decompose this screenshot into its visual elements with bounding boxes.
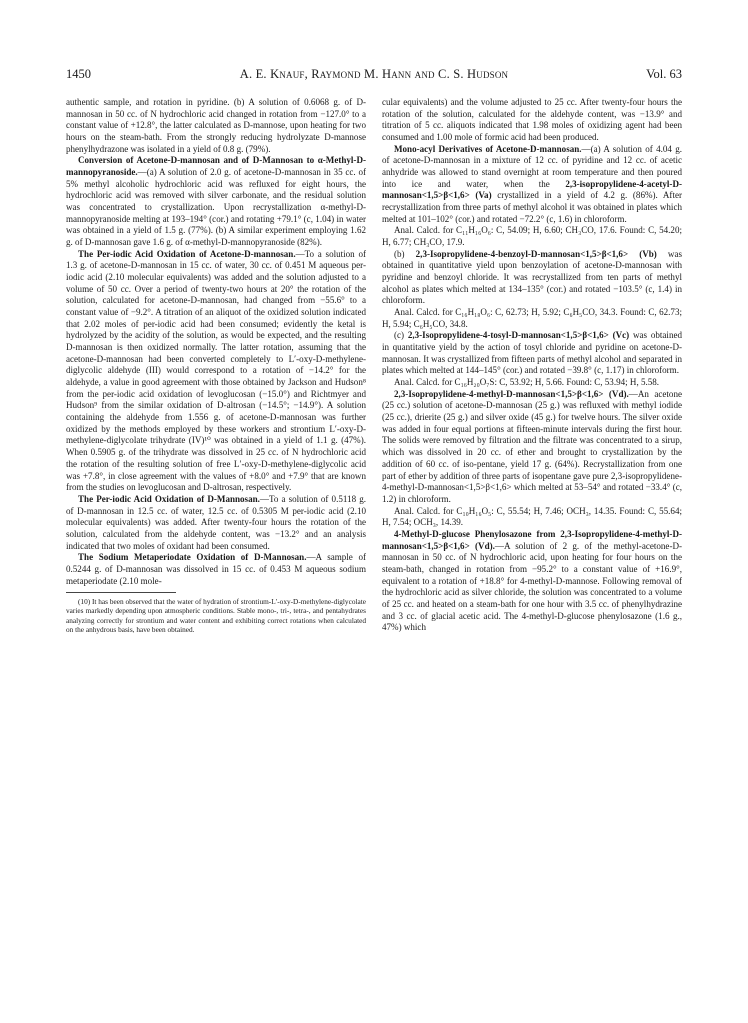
text-run: —(a) A solution of 4.04 g. of acetone-D-mannosan in a mixture of 12 cc. of pyridine and 12 cc. of acetic anhydride was allowed to stand overnight at room temperature and then poured into ice and water, when the	[382, 143, 682, 189]
text-run: was obtained in quantitative yield by the action of tosyl chloride and pyridine on acetone-D-mannosan. It was crystallized from fifteen parts of methyl alcohol and separated in plates which melted at 144–145° (cor.) and rotated −39.8° (c, 1.17) in chloroform.	[382, 330, 683, 376]
text-run: cular equivalents) and the volume adjusted to 25 cc. After twenty-four hours the rotation of the solution, calculated for the aldehyde content, was −13.9° and titration of 5 cc. aliquots indicated that 1.98 moles of oxidizing agent had been consumed and 1.00 mole of formic acid had been produced.	[382, 97, 682, 143]
text-run: —An acetone (25 cc.) solution of acetone-D-mannosan (25 g.) was refluxed with methyl iodide (25 cc.), drierite (25 g.) and silver oxide (45 g.) for twelve hours. The silver oxide was added in four equal portions at fifteen-minute intervals during the first hour. The solids were removed by filtration and the filtrate was concentrated to a sirup, which was dissolved in 20 cc. of ether and brought to crystallization by the addition of 60 cc. of iso-pentane, yield 17 g. (64%). Recrystallization from one part of ether by addition of three parts of isopentane gave pure 2,3-isopropylidene-4-methyl-D-mannosan<1,5>β<1,6> which melted at 53–54° and rotated −33.4° (c, 1.2) in chloroform.	[382, 388, 682, 504]
text-run: (b)	[394, 248, 416, 259]
right-column	[382, 97, 682, 634]
text-run: —(a) A solution of 2.0 g. of acetone-D-mannosan in 35 cc. of 5% methyl alcoholic hydrochloric acid was refluxed for eight hours, the hydrochloric acid was removed with silver carbonate, and the residual solution was concentrated to crystallization. Upon recrystallization α-methyl-D-mannopyranoside melting at 193–194° (cor.) and rotating +79.1° (c, 1.04) in water was obtained in a yield of 1.5 g. (77%). (b) A similar experiment employing 1.62 g. of D-mannosan gave 1.6 g. of α-methyl-D-mannopyranoside (82%).	[66, 167, 366, 248]
footnote-rule	[66, 592, 176, 593]
bold-run: 4-Methyl-D-glucose Phenylosazone from 2,3-Isopropylidene-4-methyl-D-mannosan<1,5>β<1,6> (Vd).	[382, 528, 682, 551]
text-run: —A sample of 0.5244 g. of D-mannosan was dissolved in 15 cc. of 0.453 M aqueous sodium metaperiodate (2.10 mole-	[66, 552, 366, 586]
text-run: Anal. Calcd. for C₁₀H₁₆O₅: C, 55.54; H, 7.46; OCH₃, 14.35. Found: C, 55.64; H, 7.54; OCH₃, 14.39.	[382, 505, 682, 528]
body-paragraph	[66, 494, 366, 552]
body-paragraph	[66, 552, 366, 587]
bold-run: 2,3-Isopropylidene-4-methyl-D-mannosan<1,5>β<1,6> (Vd).	[394, 388, 629, 399]
body-paragraph	[382, 330, 682, 377]
text-run: Anal. Calcd. for C₁₆H₂₀O₇S: C, 53.92; H, 5.66. Found: C, 53.94; H, 5.58.	[394, 377, 660, 388]
body-paragraph	[382, 97, 682, 144]
footnote: (10) It has been observed that the water of hydration of strontium-L′-oxy-D-methylene-diglycolate varies markedly depending upon atmospheric conditions. Stable mono-, tri-, tetra-, and pentahydrates analyzing correctly for strontium and water content and exhibiting correct rotations when calculated on the anhydrous basis, have been obtained.	[66, 597, 366, 634]
analysis-paragraph	[382, 307, 682, 330]
left-column	[66, 97, 366, 634]
text-run: crystallized in a yield of 4.2 g. (86%). After recrystallization from three parts of methyl alcohol it was obtained in plates which melted at 101–102° (cor.) and rotated −72.2° (c, 1.6) in chloroform.	[382, 190, 682, 224]
bold-run: 2,3-Isopropylidene-4-benzoyl-D-mannosan<1,5>β<1,6> (Vb)	[415, 248, 657, 259]
bold-run: 2,3-Isopropylidene-4-tosyl-D-mannosan<1,5>β<1,6> (Vc)	[407, 330, 630, 341]
body-paragraph	[382, 529, 682, 634]
body-paragraph	[66, 155, 366, 248]
text-run: —To a solution of 1.3 g. of acetone-D-mannosan in 15 cc. of water, 30 cc. of 0.451 M aqueous per-iodic acid (2.10 molecular equivalents) was added and the solution adjusted to a volume of 50 cc. Over a period of twenty-two hours at 20° the rotation of the solution, calculated for acetone-D-mannosan, had changed from −55.6° to a constant value of −9.2°. A titration of an aliquot of the oxidized solution indicated that 2.02 moles of per-iodic acid had been consumed; evidently the ketal is hydrolyzed by the acidity of the solution, as would be expected, and the resulting D-mannosan is then oxidized normally. The latter rotation, assuming that the acetone-D-mannosan had been converted completely to L′-oxy-D-methylene-diglycolic aldehyde (III) would correspond to a rotation of −14.2° for the aldehyde, a value in good agreement with those obtained by Jackson and Hudson⁸ from the per-iodic acid oxidation of levoglucosan (−15.0°) and Richtmyer and Hudson⁹ from the similar oxidation of D-altrosan (−14.5°; −14.9°). A solution containing the aldehyde from 1.556 g. of acetone-D-mannosan was further oxidized by the methods employed by these workers and strontium L′-oxy-D-methylene-diglycolate trihydrate (IV)¹⁰ was obtained in a yield of 1.1 g. (47%). When 0.5905 g. of the trihydrate was dissolved in 25 cc. of N hydrochloric acid the rotation of the resulting solution of free L′-oxy-D-methylene-diglycolic acid was +7.8°, in close agreement with the values of +8.0° and +7.9° that are known from the studies on levoglucosan and D-altrosan, respectively.	[66, 248, 366, 493]
bold-run: The Sodium Metaperiodate Oxidation of D-Mannosan.	[78, 552, 307, 563]
bold-run: Mono-acyl Derivatives of Acetone-D-mannosan.	[394, 143, 582, 154]
running-head-authors: A. E. Knauf, Raymond M. Hann and C. S. Hudson	[239, 67, 509, 81]
body-paragraph	[66, 97, 366, 155]
body-paragraph	[382, 144, 682, 226]
text-run: —A solution of 2 g. of the methyl-acetone-D-mannosan in 50 cc. of N hydrochloric acid, upon heating for four hours on the steam-bath, changed in rotation from −95.2° to a constant value of +16.9°, equivalent to a rotation of +18.8° for 4-methyl-D-mannose. Following removal of the hydrochloric acid as silver chloride, the solution was concentrated to a volume of 25 cc. and heated on a steam-bath for one hour with 3.5 cc. of phenylhydrazine and 3 cc. of glacial acetic acid. The 4-methyl-D-glucose phenylosazone (1.6 g., 47%) which	[382, 540, 682, 633]
text-run: —To a solution of 0.5118 g. of D-mannosan in 12.5 cc. of water, 12.5 cc. of 0.5305 M per-iodic acid (2.10 molecular equivalents) was added. After twenty-four hours the rotation of the solution, calculated from the aldehyde content, was −13.2° and an analysis indicated that two moles of oxidant had been consumed.	[66, 493, 366, 551]
text-run: (c)	[394, 330, 408, 341]
bold-run: Conversion of Acetone-D-mannosan and of D-Mannosan to α-Methyl-D-mannopyranoside.	[66, 155, 366, 178]
analysis-paragraph	[382, 377, 682, 389]
analysis-paragraph	[382, 225, 682, 248]
volume-label: Vol. 63	[646, 67, 682, 81]
running-header	[66, 67, 682, 87]
bold-run: The Per-iodic Acid Oxidation of D-Mannosan.	[78, 493, 260, 504]
text-run: authentic sample, and rotation in pyridine. (b) A solution of 0.6068 g. of D-mannosan in 50 cc. of N hydrochloric acid changed in rotation from −127.0° to a constant value of +12.8°, the latter calculated as D-mannose, upon heating for two hours on the steam-bath. From the strongly reducing hydrolyzate D-mannose phenylhydrazone was isolated in a yield of 0.8 g. (79%).	[66, 97, 366, 154]
text-run: Anal. Calcd. for C₁₆H₁₈O₆: C, 62.73; H, 5.92; C₆H₅CO, 34.3. Found: C, 62.73; H, 5.94; C₆H₅CO, 34.8.	[382, 307, 682, 329]
bold-run: The Per-iodic Acid Oxidation of Acetone-D-mannosan.	[78, 248, 296, 259]
body-paragraph	[66, 249, 366, 494]
text-run: was obtained in quantitative yield upon benzoylation of acetone-D-mannosan with pyridine and benzoyl chloride. It was recrystallized from ten parts of methyl alcohol as plates which melted at 134–135° (cor.) and rotated −103.5° (c, 1.4) in chloroform.	[382, 248, 682, 306]
text-run: Anal. Calcd. for C₁₁H₁₆O₆: C, 54.09; H, 6.60; CH₃CO, 17.6. Found: C, 54.20; H, 6.77; CH₃CO, 17.9.	[382, 225, 682, 248]
page-number: 1450	[66, 67, 91, 81]
bold-run: 2,3-isopropylidene-4-acetyl-D-mannosan<1,5>β<1,6> (Va)	[382, 178, 682, 201]
analysis-paragraph	[382, 506, 682, 529]
body-paragraph	[382, 389, 682, 506]
body-paragraph	[382, 249, 682, 307]
